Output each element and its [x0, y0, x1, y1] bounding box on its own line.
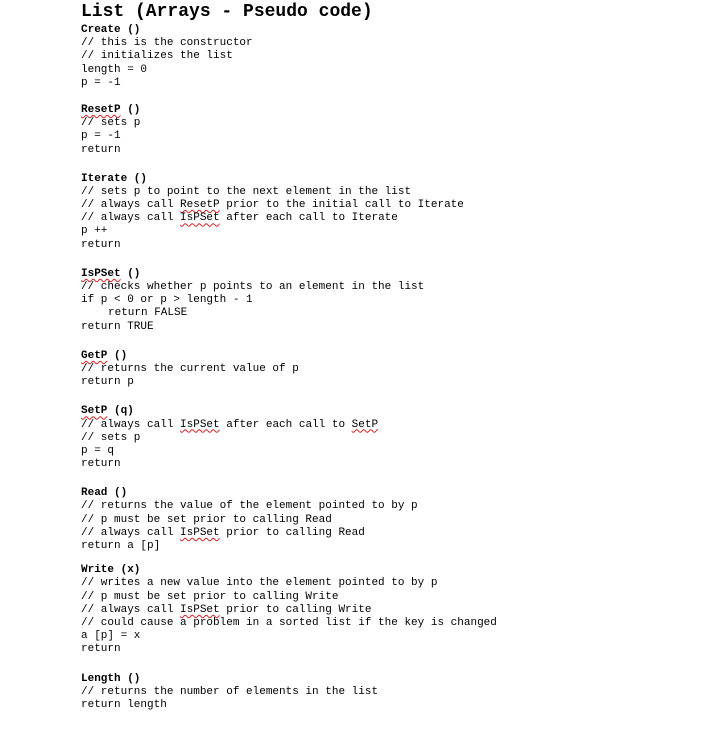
code-section [81, 405, 708, 471]
code-line: p = q [81, 444, 115, 457]
code-text: after each call to Iterate [219, 212, 398, 225]
code-section [81, 173, 708, 252]
pseudo-code-sections [81, 24, 708, 712]
code-section [81, 673, 708, 713]
spellcheck-word: GetP [81, 349, 108, 362]
code-line: // could cause a problem in a sorted list if the key is changed [81, 616, 497, 629]
procedure-heading [81, 350, 708, 363]
code-text: // always call [81, 212, 181, 225]
code-section [81, 104, 708, 157]
code-line: return [81, 458, 121, 471]
code-line: // this is the constructor [81, 37, 253, 50]
spellcheck-word: SetP [81, 405, 108, 418]
code-text: // always call [81, 418, 181, 431]
code-line: p = -1 [81, 130, 121, 143]
document-page [81, 2, 708, 712]
procedure-heading [81, 405, 708, 418]
code-line: return TRUE [81, 320, 154, 333]
code-line: p = -1 [81, 76, 121, 89]
spellcheck-word: ResetP [81, 103, 121, 116]
code-line: return [81, 143, 121, 156]
procedure-heading: Write (x) [81, 564, 141, 577]
code-line: // returns the number of elements in the list [81, 685, 379, 698]
code-line: return [81, 643, 121, 656]
procedure-heading [81, 268, 708, 281]
code-line: // checks whether p points to an element in the list [81, 281, 425, 293]
spellcheck-word: ResetP [180, 199, 220, 212]
procedure-heading: Read () [81, 487, 128, 500]
code-section [81, 564, 708, 656]
code-text: () [107, 349, 128, 362]
document-title: List (Arrays - Pseudo code) [81, 2, 373, 22]
code-line: if p < 0 or p > length - 1 [81, 294, 253, 307]
code-line [81, 604, 708, 617]
code-line [81, 419, 708, 432]
spellcheck-word: SetP [351, 418, 379, 431]
code-line [81, 527, 708, 540]
code-line: length = 0 [81, 63, 148, 76]
code-line: // writes a new value into the element pointed to by p [81, 577, 438, 590]
code-text: // always call [81, 199, 181, 212]
code-line: return FALSE [108, 307, 188, 320]
code-line: // returns the current value of p [81, 362, 299, 375]
spellcheck-word: IsPSet [180, 603, 220, 616]
spellcheck-word: IsPSet [180, 526, 220, 539]
code-line [81, 212, 708, 225]
code-text: // always call [81, 526, 181, 539]
procedure-heading: Length () [81, 672, 141, 685]
code-text: prior to calling Write [219, 603, 372, 616]
code-line: // returns the value of the element pointed to by p [81, 500, 418, 513]
spellcheck-word: IsPSet [180, 212, 220, 225]
code-section [81, 268, 708, 334]
code-section [81, 24, 708, 90]
procedure-heading [81, 104, 708, 117]
code-text: prior to the initial call to Iterate [219, 199, 464, 212]
code-line: // initializes the list [81, 50, 233, 63]
code-text: after each call to [219, 418, 352, 431]
code-text: prior to calling Read [219, 526, 365, 539]
code-line [81, 199, 708, 212]
code-line: return length [81, 698, 167, 711]
code-text: () [120, 267, 141, 280]
code-line: a [p] = x [81, 630, 141, 643]
code-text: // always call [81, 603, 181, 616]
code-section [81, 487, 708, 553]
code-line: // p must be set prior to calling Read [81, 513, 332, 526]
code-line: // sets p to point to the next element in the list [81, 185, 412, 198]
code-line: return p [81, 376, 134, 389]
code-text: (q) [107, 405, 134, 418]
code-line: // sets p [81, 117, 141, 130]
code-line: return [81, 238, 121, 251]
code-line: // sets p [81, 431, 141, 444]
code-line: return a [p] [81, 540, 161, 552]
procedure-heading: Iterate () [81, 172, 148, 185]
spellcheck-word: IsPSet [180, 418, 220, 431]
code-line: p ++ [81, 225, 108, 238]
code-section [81, 350, 708, 390]
code-line: // p must be set prior to calling Write [81, 590, 339, 603]
spellcheck-word: IsPSet [81, 267, 121, 280]
code-text: () [120, 103, 141, 116]
procedure-heading: Create () [81, 24, 141, 36]
